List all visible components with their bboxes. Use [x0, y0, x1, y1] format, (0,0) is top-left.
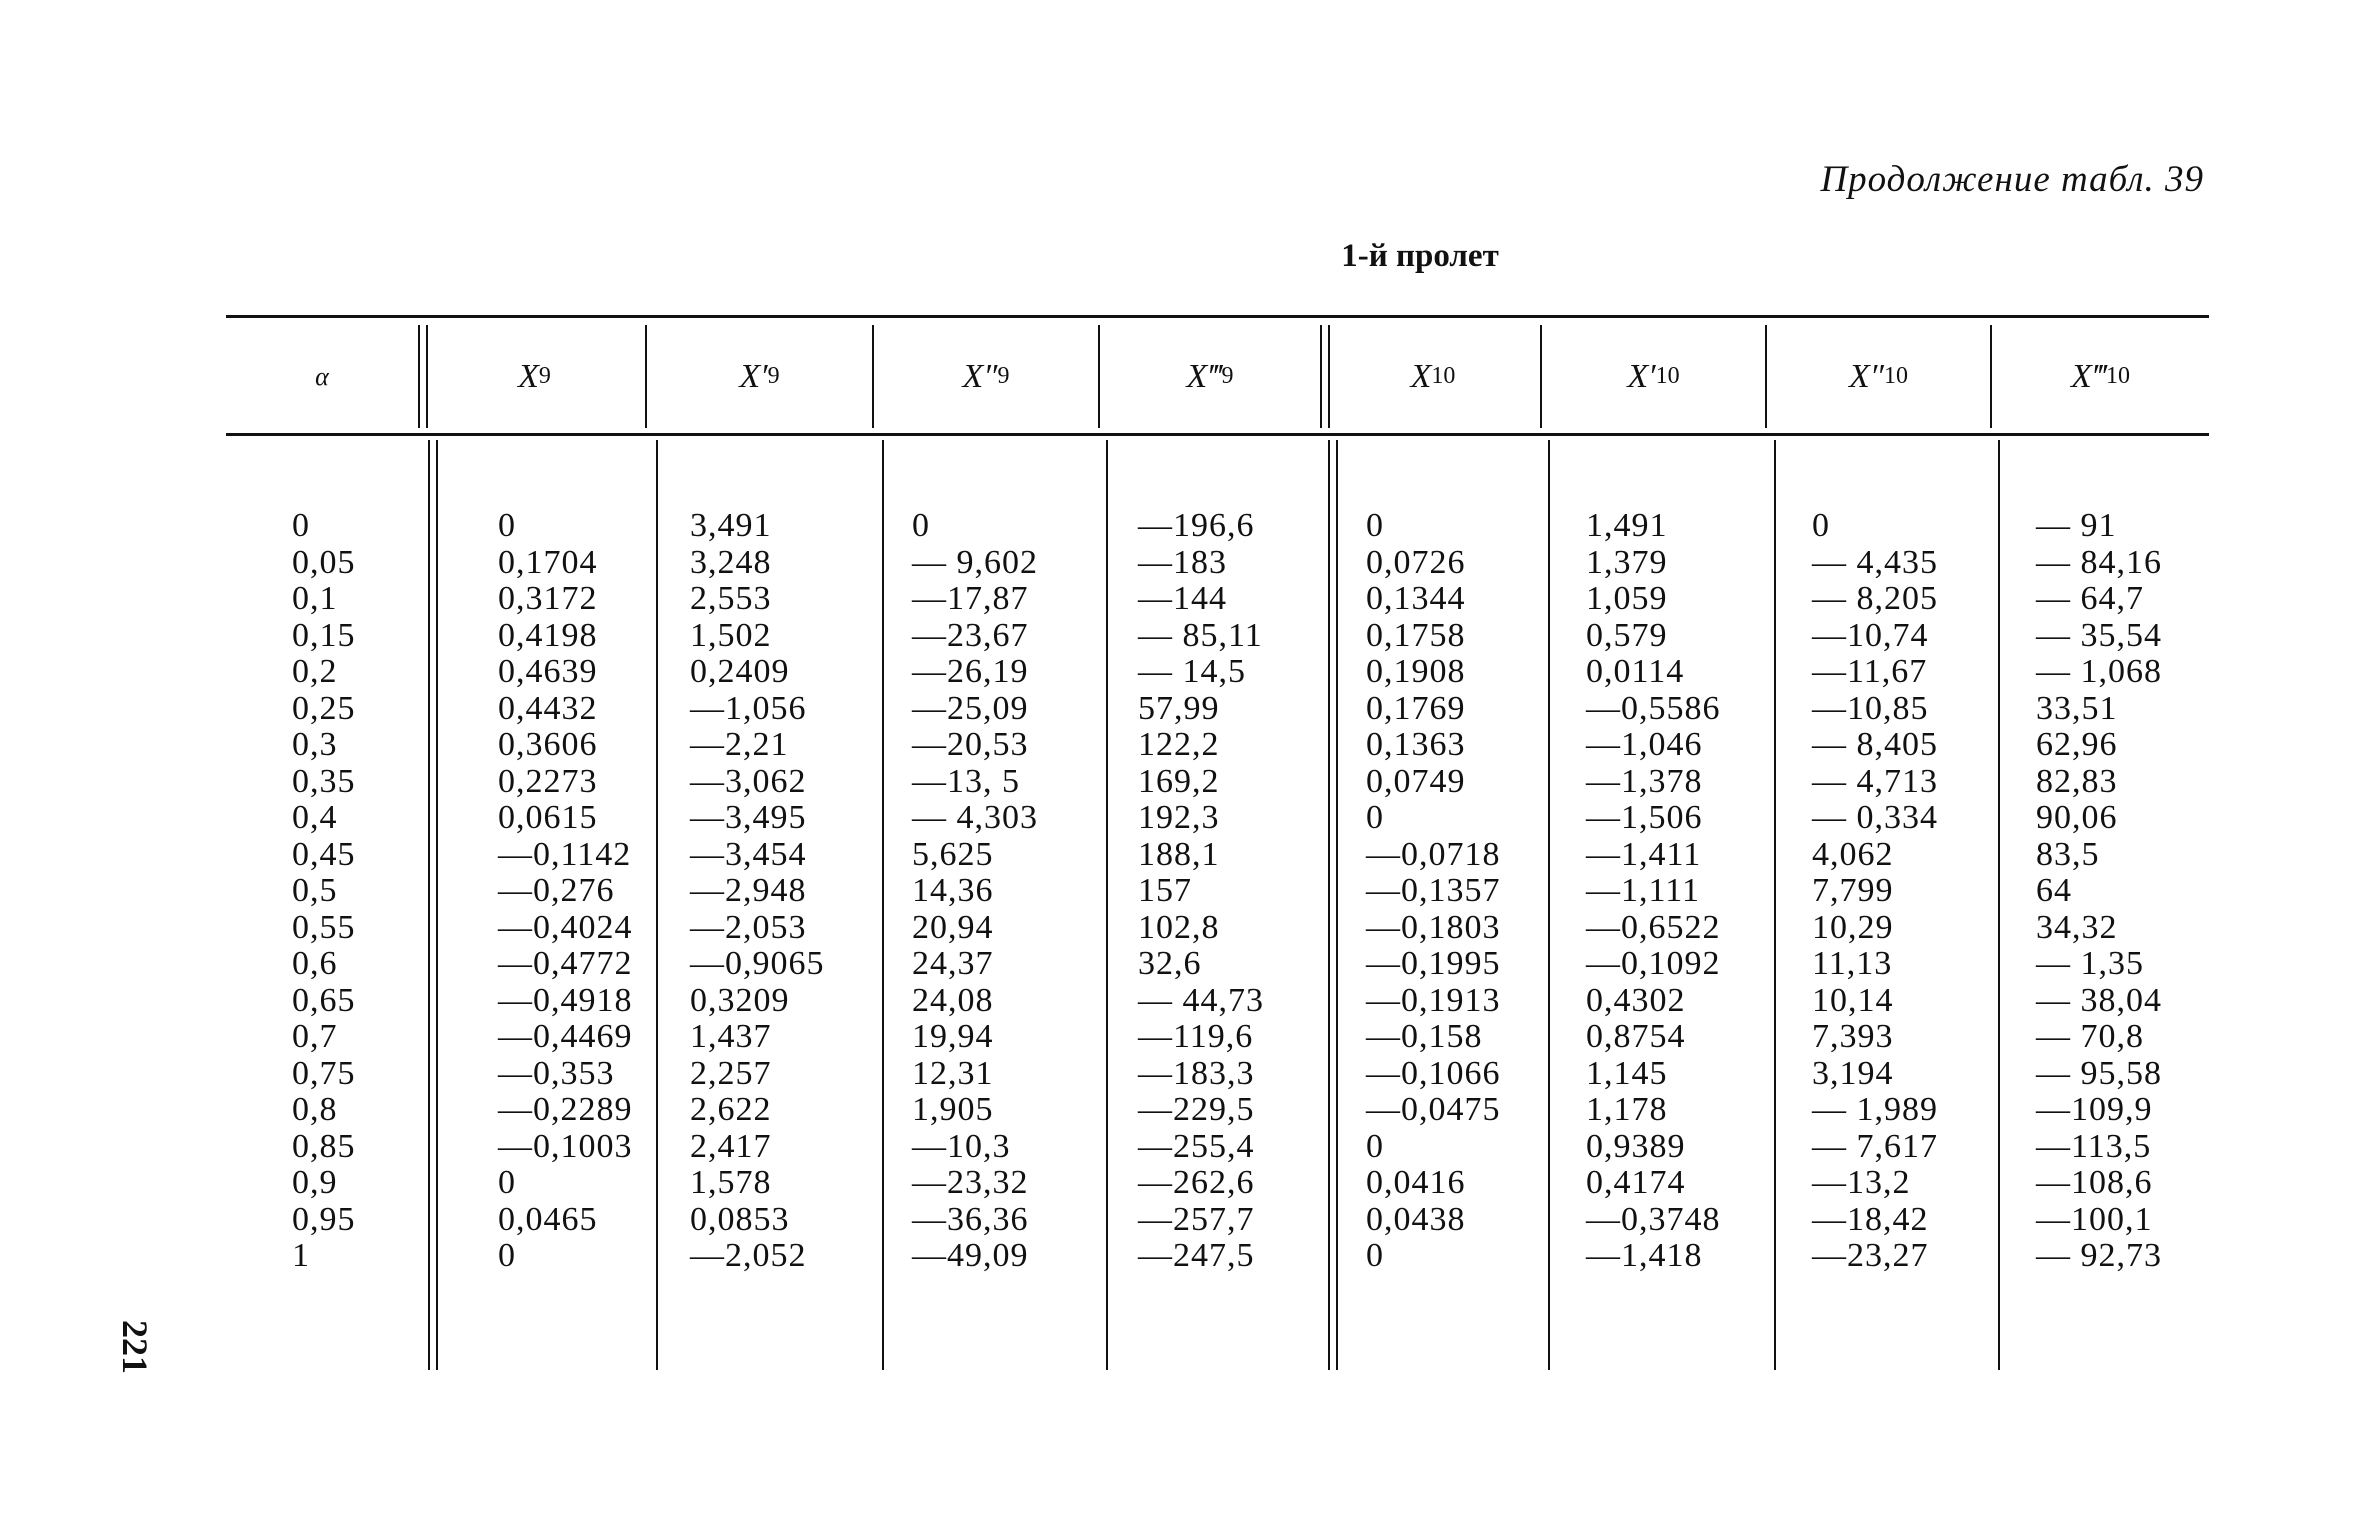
table-cell: 2,417: [690, 1127, 772, 1165]
table-cell: 0,579: [1586, 616, 1668, 654]
table-cell: 0,8754: [1586, 1018, 1686, 1055]
table-cell: 0,5: [292, 872, 338, 909]
table-cell: —2,948: [690, 872, 807, 909]
table-cell: 1,059: [1586, 580, 1668, 617]
table-cell: 5,625: [912, 835, 994, 873]
table-top-rule: [226, 315, 2209, 318]
table-cell: 57,99: [1138, 689, 1220, 727]
table-cell: 169,2: [1138, 762, 1220, 800]
table-cell: 0,0114: [1586, 653, 1685, 690]
table-cell: —26,19: [912, 653, 1029, 690]
table-cell: 0,15: [292, 616, 356, 654]
table-cell: —0,1092: [1586, 945, 1721, 982]
table-cell: —0,6522: [1586, 908, 1721, 946]
table-cell: — 64,7: [2036, 580, 2144, 617]
table-cell: 0,1908: [1366, 653, 1466, 690]
table-cell: —196,6: [1138, 507, 1255, 544]
header-alpha: [226, 325, 418, 428]
table-cell: —10,74: [1812, 616, 1929, 654]
table-cell: —0,276: [498, 872, 615, 909]
table-cell: 0,55: [292, 908, 356, 946]
header-symbol: X: [1627, 357, 1649, 395]
header-prime: ′: [760, 357, 768, 395]
table-cell: 0,4198: [498, 616, 598, 654]
table-cell: —1,506: [1586, 799, 1703, 836]
table-cell: 2,257: [690, 1054, 772, 1092]
header-x9-prime: [647, 325, 872, 428]
table-cell: 0,4432: [498, 689, 598, 727]
table-cell: 0,3: [292, 726, 338, 763]
table-cell: 1,379: [1586, 543, 1668, 581]
table-cell: 0,0416: [1366, 1164, 1466, 1201]
table-cell: — 4,435: [1812, 543, 1938, 581]
table-cell: —0,4024: [498, 908, 633, 946]
header-symbol: X: [962, 357, 984, 395]
table-cell: 0,2273: [498, 762, 598, 800]
table-cell: —0,9065: [690, 945, 825, 982]
table-cell: —262,6: [1138, 1164, 1255, 1201]
table-cell: 0: [1366, 1127, 1384, 1165]
table-cell: 90,06: [2036, 799, 2118, 836]
table-cell: —0,0718: [1366, 835, 1501, 873]
header-symbol: α: [315, 361, 329, 391]
table-cell: — 91: [2036, 507, 2117, 544]
table-cell: —0,1913: [1366, 981, 1501, 1019]
table-cell: —1,111: [1586, 872, 1700, 909]
table-cell: —2,21: [690, 726, 789, 763]
table-cell: —109,9: [2036, 1091, 2153, 1128]
table-cell: 0,0853: [690, 1200, 790, 1238]
table-cell: 0,4174: [1586, 1164, 1686, 1201]
page-number: 221: [115, 1320, 155, 1374]
table-cell: —1,046: [1586, 726, 1703, 763]
column-x9-triple-prime: [1138, 508, 1264, 1275]
table-cell: 24,08: [912, 981, 994, 1019]
table-cell: —17,87: [912, 580, 1029, 617]
table-cell: — 1,989: [1812, 1091, 1938, 1128]
table-cell: 0,65: [292, 981, 356, 1019]
header-symbol: X: [2070, 357, 2092, 395]
table-cell: 0,25: [292, 689, 356, 727]
column-x10: [1366, 508, 1501, 1275]
header-subscript: 9: [767, 363, 780, 389]
table-cell: 0,4: [292, 799, 338, 836]
table-cell: —0,2289: [498, 1091, 633, 1128]
table-cell: —183,3: [1138, 1054, 1255, 1092]
table-cell: 12,31: [912, 1054, 994, 1092]
table-cell: —18,42: [1812, 1200, 1929, 1238]
column-x9: [498, 508, 633, 1275]
table-cell: 11,13: [1812, 945, 1893, 982]
table-cell: 1,178: [1586, 1091, 1668, 1128]
table-cell: —13, 5: [912, 762, 1020, 800]
table-cell: —3,454: [690, 835, 807, 873]
table-cell: 19,94: [912, 1018, 994, 1055]
table-cell: —23,67: [912, 616, 1029, 654]
header-subscript: 9: [538, 363, 551, 389]
table-cell: — 8,405: [1812, 726, 1938, 763]
table-cell: —1,378: [1586, 762, 1703, 800]
table-cell: 102,8: [1138, 908, 1220, 946]
table-cell: — 1,068: [2036, 653, 2162, 690]
table-cell: 1,502: [690, 616, 772, 654]
table-cell: 1,145: [1586, 1054, 1668, 1092]
column-alpha: [292, 508, 356, 1275]
table-cell: 0,1704: [498, 543, 598, 581]
table-cell: —0,3748: [1586, 1200, 1721, 1238]
header-symbol: X: [1849, 357, 1870, 395]
table-cell: — 95,58: [2036, 1054, 2162, 1092]
table-cell: 1,437: [690, 1018, 772, 1055]
table-cell: 7,393: [1812, 1018, 1894, 1055]
table-cell: 0,1363: [1366, 726, 1466, 763]
table-cell: —2,052: [690, 1237, 807, 1274]
column-x10-prime: [1586, 508, 1721, 1275]
table-cell: —3,495: [690, 799, 807, 836]
table-cell: —1,056: [690, 689, 807, 727]
table-cell: —0,1995: [1366, 945, 1501, 982]
table-cell: —0,353: [498, 1054, 615, 1092]
header-symbol: X: [1186, 357, 1208, 395]
table-cell: — 92,73: [2036, 1237, 2162, 1274]
column-x10-triple-prime: [2036, 508, 2162, 1275]
table-cell: 1,905: [912, 1091, 994, 1128]
table-cell: 0,0465: [498, 1200, 598, 1238]
table-cell: 0,75: [292, 1054, 356, 1092]
table-cell: —25,09: [912, 689, 1029, 727]
header-subscript: 10: [1431, 363, 1456, 389]
table-cell: —49,09: [912, 1237, 1029, 1274]
table-cell: 0,3606: [498, 726, 598, 763]
table-cell: 0,3209: [690, 981, 790, 1019]
table-cell: — 85,11: [1138, 616, 1263, 654]
column-divider: [428, 440, 438, 1370]
table-cell: —108,6: [2036, 1164, 2153, 1201]
table-cell: 1,578: [690, 1164, 772, 1201]
table-cell: 0,6: [292, 945, 338, 982]
table-cell: 0: [1812, 507, 1830, 544]
header-x10-prime: [1542, 325, 1765, 428]
table-cell: 0: [1366, 507, 1384, 544]
table-cell: 10,29: [1812, 908, 1894, 946]
table-cell: —0,5586: [1586, 689, 1721, 727]
table-cell: —36,36: [912, 1200, 1029, 1238]
table-cell: —183: [1138, 543, 1227, 581]
table-cell: 0,1: [292, 580, 338, 617]
table-cell: 0,05: [292, 543, 356, 581]
table-continuation-caption: Продолжение табл. 39: [1820, 159, 2204, 200]
table-cell: —119,6: [1138, 1018, 1254, 1055]
table-cell: —23,32: [912, 1164, 1029, 1201]
table-cell: 157: [1138, 872, 1192, 909]
column-x10-double-prime: [1812, 508, 1938, 1275]
table-cell: — 4,713: [1812, 762, 1938, 800]
table-cell: — 7,617: [1812, 1127, 1938, 1165]
table-cell: — 70,8: [2036, 1018, 2144, 1055]
table-cell: 0,85: [292, 1127, 356, 1165]
table-cell: 83,5: [2036, 835, 2100, 873]
column-divider: [1774, 440, 1776, 1370]
header-x10-double-prime: [1767, 325, 1990, 428]
table-cell: 62,96: [2036, 726, 2118, 763]
table-cell: 0,0726: [1366, 543, 1466, 581]
table-cell: —23,27: [1812, 1237, 1929, 1274]
table-cell: —10,3: [912, 1127, 1011, 1165]
table-cell: 2,553: [690, 580, 772, 617]
table-cell: 20,94: [912, 908, 994, 946]
table-cell: 0,35: [292, 762, 356, 800]
header-prime: ″: [1869, 357, 1884, 395]
table-cell: 1,491: [1586, 507, 1668, 544]
table-cell: — 0,334: [1812, 799, 1938, 836]
table-cell: 0: [292, 507, 310, 544]
table-cell: —1,411: [1586, 835, 1702, 873]
header-prime: ‴: [2091, 357, 2107, 395]
table-cell: —247,5: [1138, 1237, 1255, 1274]
table-cell: —255,4: [1138, 1127, 1255, 1165]
table-cell: —1,418: [1586, 1237, 1703, 1274]
table-cell: —0,4469: [498, 1018, 633, 1055]
header-x9-triple-prime: [1100, 325, 1320, 428]
column-divider: [1106, 440, 1108, 1370]
table-cell: — 9,602: [912, 543, 1038, 581]
table-cell: 0,1769: [1366, 689, 1466, 727]
header-prime: ″: [983, 357, 998, 395]
table-cell: —0,1066: [1366, 1054, 1501, 1092]
table-cell: —0,158: [1366, 1018, 1483, 1055]
header-prime: ′: [1648, 357, 1656, 395]
table-cell: 0: [498, 1237, 516, 1274]
header-x10-triple-prime: [1992, 325, 2209, 428]
header-subscript: 10: [1883, 363, 1908, 389]
table-cell: —13,2: [1812, 1164, 1911, 1201]
table-cell: —0,4772: [498, 945, 633, 982]
table-cell: 7,799: [1812, 872, 1894, 909]
table-cell: — 1,35: [2036, 945, 2144, 982]
table-cell: 0,1758: [1366, 616, 1466, 654]
table-cell: 10,14: [1812, 981, 1894, 1019]
table-cell: 0,0438: [1366, 1200, 1466, 1238]
header-subscript: 9: [1221, 363, 1234, 389]
table-cell: 4,062: [1812, 835, 1894, 873]
table-cell: 0,3172: [498, 580, 598, 617]
table-header-rule: [226, 433, 2209, 436]
table-cell: — 84,16: [2036, 543, 2162, 581]
table-cell: 192,3: [1138, 799, 1220, 836]
header-subscript: 10: [1655, 363, 1680, 389]
table-cell: —11,67: [1812, 653, 1928, 690]
header-symbol: X: [1410, 357, 1432, 395]
column-x9-prime: [690, 508, 825, 1275]
table-cell: —10,85: [1812, 689, 1929, 727]
column-divider: [1328, 440, 1338, 1370]
table-cell: — 4,303: [912, 799, 1038, 836]
table-cell: 82,83: [2036, 762, 2118, 800]
table-cell: 0: [1366, 1237, 1384, 1274]
table-cell: —20,53: [912, 726, 1029, 763]
table-cell: —229,5: [1138, 1091, 1255, 1128]
column-x9-double-prime: [912, 508, 1038, 1275]
table-cell: —3,062: [690, 762, 807, 800]
table-cell: 0,4639: [498, 653, 598, 690]
table-cell: —0,1142: [498, 835, 632, 873]
table-cell: 0,1344: [1366, 580, 1466, 617]
column-divider: [1998, 440, 2000, 1370]
table-cell: —2,053: [690, 908, 807, 946]
table-cell: 2,622: [690, 1091, 772, 1128]
column-divider: [656, 440, 658, 1370]
table-cell: — 14,5: [1138, 653, 1246, 690]
table-cell: 3,248: [690, 543, 772, 581]
table-cell: 0,0615: [498, 799, 598, 836]
header-x10: [1326, 325, 1540, 428]
table-cell: 0,95: [292, 1200, 356, 1238]
table-cell: 0: [912, 507, 930, 544]
table-cell: —257,7: [1138, 1200, 1255, 1238]
table-cell: —0,1803: [1366, 908, 1501, 946]
table-cell: 0,4302: [1586, 981, 1686, 1019]
table-cell: 0,7: [292, 1018, 338, 1055]
table-cell: 0,9: [292, 1164, 338, 1201]
table-cell: —100,1: [2036, 1200, 2153, 1238]
table-cell: 0,8: [292, 1091, 338, 1128]
table-cell: 188,1: [1138, 835, 1220, 873]
table-cell: —144: [1138, 580, 1227, 617]
table-cell: 34,32: [2036, 908, 2118, 946]
table-cell: —113,5: [2036, 1127, 2152, 1165]
table-cell: 122,2: [1138, 726, 1220, 763]
header-x9: [424, 325, 645, 428]
header-subscript: 10: [2106, 363, 2131, 389]
header-symbol: X: [739, 357, 761, 395]
table-cell: 0,0749: [1366, 762, 1466, 800]
header-symbol: X: [518, 357, 539, 395]
table-cell: 0,9389: [1586, 1127, 1686, 1165]
table-cell: 0: [1366, 799, 1384, 836]
table-cell: —0,1357: [1366, 872, 1501, 909]
table-cell: 3,194: [1812, 1054, 1894, 1092]
table-cell: 0: [498, 1164, 516, 1201]
span-title: 1-й пролет: [1341, 238, 1499, 274]
header-x9-double-prime: [874, 325, 1098, 428]
table-cell: —0,0475: [1366, 1091, 1501, 1128]
table-cell: 0,2409: [690, 653, 790, 690]
table-cell: 0,2: [292, 653, 338, 690]
table-cell: 14,36: [912, 872, 994, 909]
table-cell: 3,491: [690, 507, 772, 544]
table-cell: 64: [2036, 872, 2072, 909]
table-cell: — 35,54: [2036, 616, 2162, 654]
column-divider: [882, 440, 884, 1370]
table-cell: 0: [498, 507, 516, 544]
table-cell: — 38,04: [2036, 981, 2162, 1019]
table-cell: — 44,73: [1138, 981, 1264, 1019]
table-cell: — 8,205: [1812, 580, 1938, 617]
table-cell: —0,1003: [498, 1127, 633, 1165]
table-cell: 32,6: [1138, 945, 1202, 982]
header-subscript: 9: [997, 363, 1010, 389]
table-cell: 33,51: [2036, 689, 2118, 727]
table-cell: 0,45: [292, 835, 356, 873]
table-cell: 24,37: [912, 945, 994, 982]
table-cell: —0,4918: [498, 981, 633, 1019]
column-divider: [1548, 440, 1550, 1370]
table-cell: 1: [292, 1237, 310, 1274]
header-prime: ‴: [1207, 357, 1222, 395]
